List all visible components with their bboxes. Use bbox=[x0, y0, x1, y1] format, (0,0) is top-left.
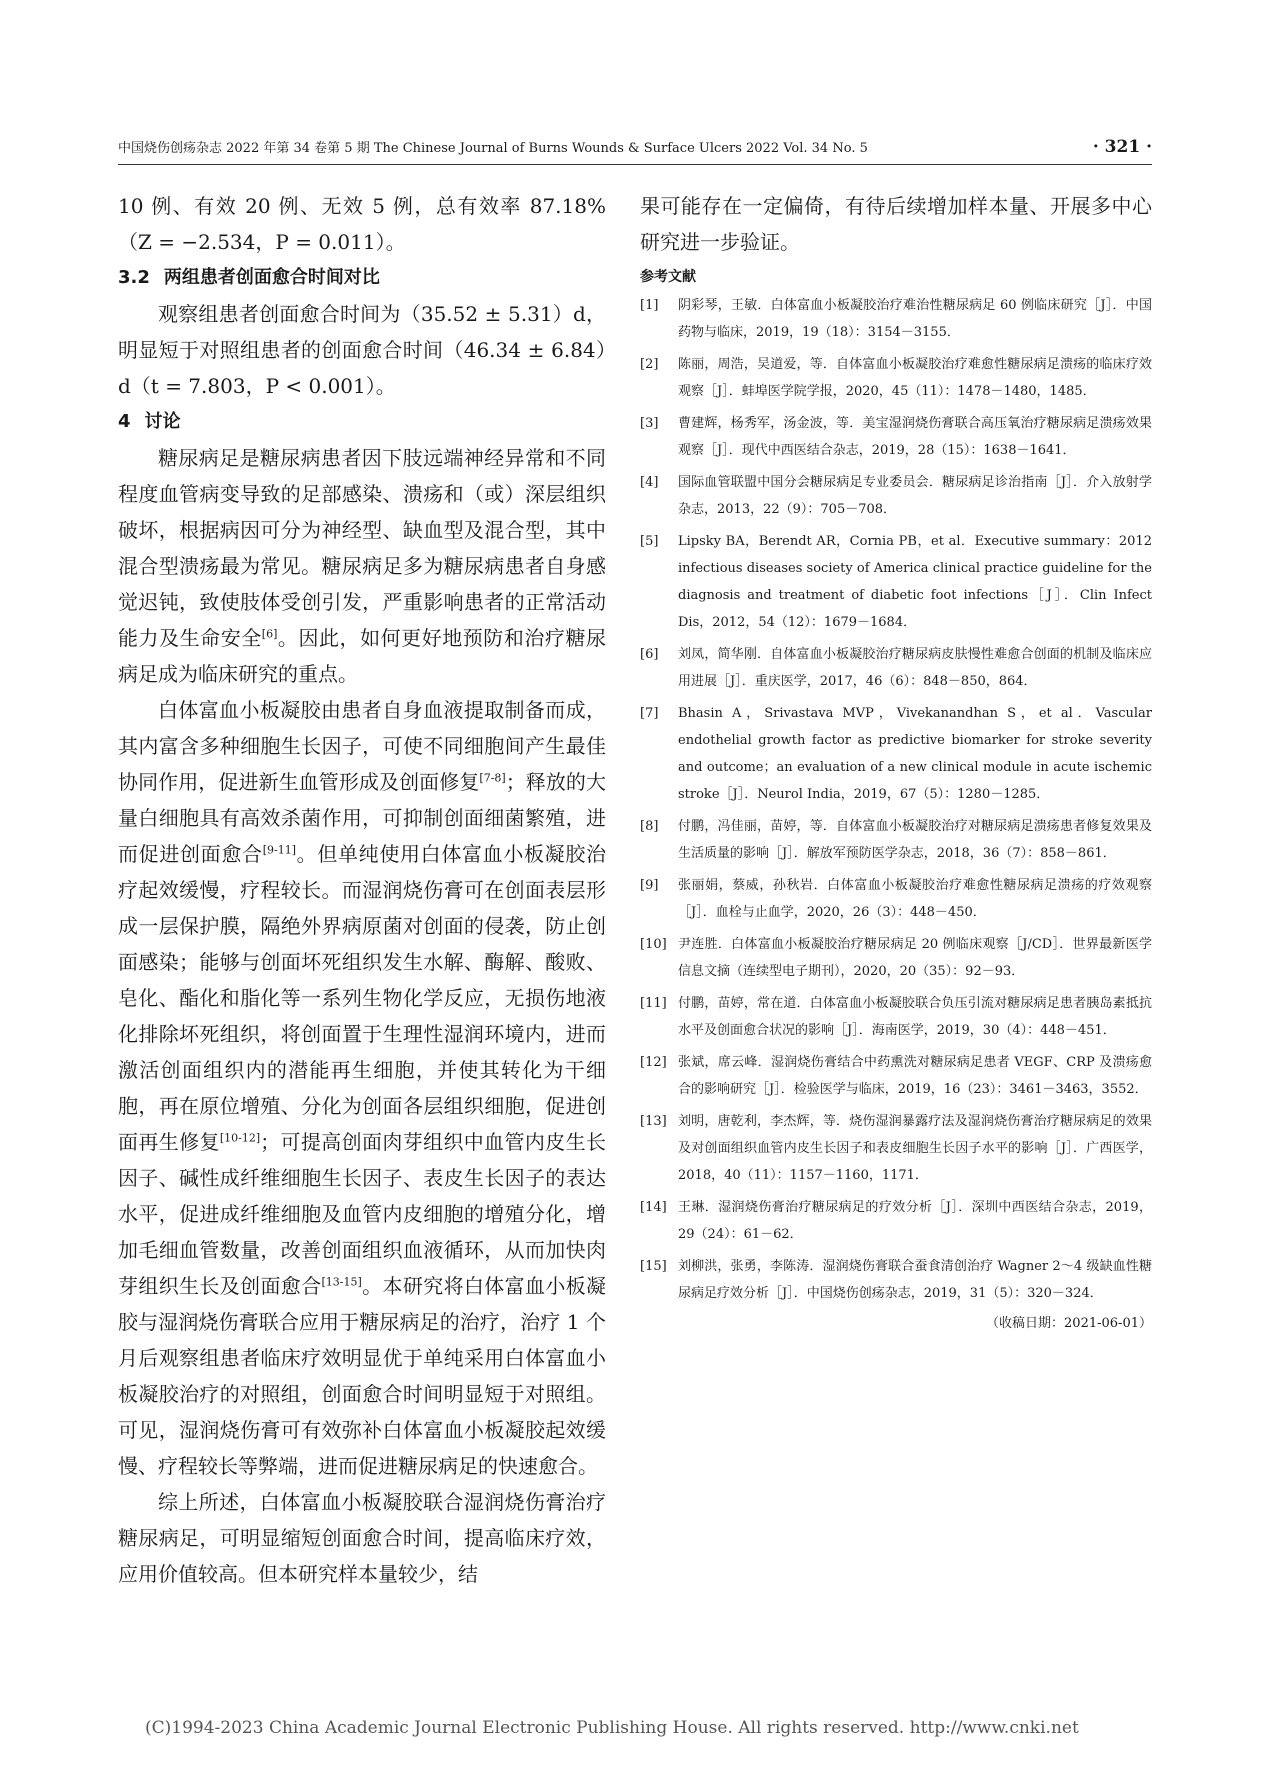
reference-number: [4] bbox=[640, 475, 659, 490]
reference-text: 付鹏，冯佳丽，苗婷，等．自体富血小板凝胶治疗对糖尿病足溃疡患者修复效果及生活质量的影响［J］．解放军预防医学杂志，2018，36（7）：858－861． bbox=[678, 819, 1152, 861]
paragraph-text: ；可提高创面肉芽组织中血管内皮生长因子、碱性成纤维细胞生长因子、表皮生长因子的表达水平，促进成纤维细胞及血管内皮细胞的增殖分化，增加毛细血管数量，改善创面组织血液循环，从而加快肉芽组织生长及创面愈合 bbox=[118, 1130, 607, 1298]
section-number: 4 bbox=[118, 411, 131, 432]
journal-citation: 中国烧伤创疡杂志 2022 年第 34 卷第 5 期 The Chinese Journal of Burns Wounds & Surface Ulcers 2022 Vol. 34 No. 5 bbox=[118, 141, 868, 156]
reference-number: [13] bbox=[640, 1114, 667, 1129]
section-title: 讨论 bbox=[144, 411, 181, 432]
section-number: 3.2 bbox=[118, 267, 150, 288]
citation: [7-8] bbox=[479, 771, 506, 785]
results-paragraph-tail: 10 例、有效 20 例、无效 5 例，总有效率 87.18%（Z = −2.534，P = 0.011）。 bbox=[118, 194, 606, 254]
reference-text: 刘明，唐乾利，李杰辉，等．烧伤湿润暴露疗法及湿润烧伤膏治疗糖尿病足的效果及对创面组织血管内皮生长因子和表皮细胞生长因子水平的影响［J］．广西医学，2018，40（11）：1157－1160，1171． bbox=[678, 1114, 1152, 1183]
reference-text: 刘柳洪，张勇，李陈涛．湿润烧伤膏联合蚕食清创治疗 Wagner 2～4 级缺血性糖尿病足疗效分析［J］．中国烧伤创疡杂志，2019，31（5）：320－324． bbox=[678, 1259, 1152, 1301]
citation: [10-12] bbox=[219, 1131, 261, 1145]
page-number: · 321 · bbox=[1092, 137, 1152, 157]
reference-item bbox=[640, 292, 1152, 346]
reference-text: 曹建辉，杨秀军，汤金波，等．美宝湿润烧伤膏联合高压氧治疗糖尿病足溃疡效果观察［J］．现代中西医结合杂志，2019，28（15）：1638－1641． bbox=[678, 416, 1152, 458]
reference-number: [7] bbox=[640, 706, 659, 721]
reference-item bbox=[640, 813, 1152, 867]
reference-item bbox=[640, 1194, 1152, 1248]
left-column bbox=[118, 188, 606, 1592]
reference-text: 张斌，席云峰．湿润烧伤膏结合中药熏洗对糖尿病足患者 VEGF、CRP 及溃疡愈合的影响研究［J］．检验医学与临床，2019，16（23）：3461－3463，3552． bbox=[678, 1055, 1152, 1097]
reference-number: [5] bbox=[640, 534, 659, 549]
copyright-footer: (C)1994-2023 China Academic Journal Electronic Publishing House. All rights reserved. http://www.cnki.net bbox=[145, 1718, 1079, 1738]
running-header bbox=[118, 138, 1152, 165]
received-date: （收稿日期：2021-06-01） bbox=[986, 1316, 1152, 1331]
citation: [6] bbox=[261, 627, 278, 641]
reference-text: 王琳．湿润烧伤膏治疗糖尿病足的疗效分析［J］．深圳中西医结合杂志，2019，29（24）：61－62． bbox=[678, 1200, 1152, 1242]
paragraph-text: 白体富血小板凝胶由患者自身血液提取制备而成，其内富含多种细胞生长因子，可使不同细胞间产生最佳协同作用，促进新生血管形成及创面修复 bbox=[118, 698, 606, 794]
reference-item bbox=[640, 931, 1152, 985]
reference-item bbox=[640, 1049, 1152, 1103]
citation: [9-11] bbox=[262, 843, 296, 857]
discussion-paragraph-1 bbox=[118, 440, 606, 692]
reference-item bbox=[640, 1108, 1152, 1189]
reference-number: [14] bbox=[640, 1200, 667, 1215]
reference-text: 刘凤，简华刚．自体富血小板凝胶治疗糖尿病皮肤慢性难愈合创面的机制及临床应用进展［J］．重庆医学，2017，46（6）：848－850，864． bbox=[678, 647, 1152, 689]
reference-item bbox=[640, 700, 1152, 808]
reference-number: [3] bbox=[640, 416, 659, 431]
reference-text: 付鹏，苗婷，常在道．白体富血小板凝胶联合负压引流对糖尿病足患者胰岛素抵抗水平及创面愈合状况的影响［J］．海南医学，2019，30（4）：448－451． bbox=[678, 996, 1152, 1038]
reference-list bbox=[640, 292, 1152, 1307]
reference-number: [6] bbox=[640, 647, 659, 662]
paragraph-text: 。但单纯使用白体富血小板凝胶治疗起效缓慢，疗程较长。而湿润烧伤膏可在创面表层形成一层保护膜，隔绝外界病原菌对创面的侵袭，防止创面感染；能够与创面坏死组织发生水解、酶解、酸败、皂化、酯化和脂化等一系列生物化学反应，无损伤地液化排除坏死组织，将创面置于生理性湿润环境内，进而激活创面组织内的潜能再生细胞，并使其转化为干细胞，再在原位增殖、分化为创面各层组织细胞，促进创面再生修复 bbox=[118, 842, 607, 1154]
reference-item bbox=[640, 351, 1152, 405]
reference-item bbox=[640, 641, 1152, 695]
paragraph-text: 。因此，如何更好地预防和治疗糖尿病足成为临床研究的重点。 bbox=[118, 626, 607, 686]
reference-number: [15] bbox=[640, 1259, 667, 1274]
reference-text: 张丽娟，蔡威，孙秋岩．白体富血小板凝胶治疗难愈性糖尿病足溃疡的疗效观察［J］．血栓与止血学，2020，26（3）：448－450． bbox=[678, 878, 1152, 920]
reference-number: [12] bbox=[640, 1055, 667, 1070]
section-4-heading bbox=[118, 404, 606, 440]
reference-number: [9] bbox=[640, 878, 659, 893]
section-title: 两组患者创面愈合时间对比 bbox=[163, 267, 380, 288]
reference-number: [8] bbox=[640, 819, 659, 834]
reference-item bbox=[640, 1253, 1152, 1307]
paragraph-text: ；释放的大量白细胞具有高效杀菌作用，可抑制创面细菌繁殖，进而促进创面愈合 bbox=[118, 770, 607, 866]
reference-text: 国际血管联盟中国分会糖尿病足专业委员会．糖尿病足诊治指南［J］．介入放射学杂志，2013，22（9）：705－708． bbox=[678, 475, 1152, 517]
reference-text: 尹连胜．白体富血小板凝胶治疗糖尿病足 20 例临床观察［J/CD］．世界最新医学信息文摘（连续型电子期刊），2020，20（35）：92－93． bbox=[678, 937, 1152, 979]
paragraph-text: 糖尿病足是糖尿病患者因下肢远端神经异常和不同程度血管病变导致的足部感染、溃疡和（或）深层组织破坏，根据病因可分为神经型、缺血型及混合型，其中混合型溃疡最为常见。糖尿病足多为糖尿病患者自身感觉迟钝，致使肢体受创引发，严重影响患者的正常活动能力及生命安全 bbox=[118, 446, 606, 650]
reference-number: [10] bbox=[640, 937, 667, 952]
conclusion-paragraph: 综上所述，白体富血小板凝胶联合湿润烧伤膏治疗糖尿病足，可明显缩短创面愈合时间，提高临床疗效，应用价值较高。但本研究样本量较少，结 bbox=[118, 1490, 606, 1586]
paragraph-text: 。本研究将白体富血小板凝胶与湿润烧伤膏联合应用于糖尿病足的治疗，治疗 1 个月后观察组患者临床疗效明显优于单纯采用白体富血小板凝胶治疗的对照组，创面愈合时间明显短于对照组。可见，湿润烧伤膏可有效弥补白体富血小板凝胶起效缓慢、疗程较长等弊端，进而促进糖尿病足的快速愈合。 bbox=[118, 1274, 607, 1478]
reference-item bbox=[640, 872, 1152, 926]
reference-item bbox=[640, 528, 1152, 636]
conclusion-continued: 果可能存在一定偏倚，有待后续增加样本量、开展多中心研究进一步验证。 bbox=[640, 194, 1152, 254]
reference-item bbox=[640, 469, 1152, 523]
reference-text: Bhasin A，Srivastava MVP，Vivekanandhan S，et al．Vascular endothelial growth factor as predictive biomarker for stroke severity and outcome；an evaluation of a new clinical module in acute ischemic stroke［J］．Neurol India，2019，67（5）：1280－1285． bbox=[678, 706, 1152, 802]
section-3-2-heading bbox=[118, 260, 606, 296]
reference-text: Lipsky BA，Berendt AR，Cornia PB，et al．Executive summary：2012 infectious diseases society of America clinical practice guideline for the diagnosis and treatment of diabetic foot infections［J］．Clin Infect Dis，2012，54（12）：1679－1684． bbox=[678, 534, 1152, 630]
reference-text: 陈丽，周浩，吴道爱，等．自体富血小板凝胶治疗难愈性糖尿病足溃疡的临床疗效观察［J］．蚌埠医学院学报，2020，45（11）：1478－1480，1485． bbox=[678, 357, 1152, 399]
reference-text: 阴彩琴，王敏．白体富血小板凝胶治疗难治性糖尿病足 60 例临床研究［J］．中国药物与临床，2019，19（18）：3154－3155． bbox=[678, 298, 1152, 340]
reference-item bbox=[640, 990, 1152, 1044]
discussion-paragraph-2 bbox=[118, 692, 606, 1484]
reference-number: [11] bbox=[640, 996, 667, 1011]
healing-time-paragraph: 观察组患者创面愈合时间为（35.52 ± 5.31）d，明显短于对照组患者的创面愈合时间（46.34 ± 6.84）d（t = 7.803，P < 0.001）。 bbox=[118, 302, 606, 398]
references-heading: 参考文献 bbox=[640, 269, 696, 285]
reference-number: [2] bbox=[640, 357, 659, 372]
citation: [13-15] bbox=[321, 1275, 362, 1289]
right-column bbox=[640, 188, 1152, 1331]
reference-number: [1] bbox=[640, 298, 659, 313]
reference-item bbox=[640, 410, 1152, 464]
